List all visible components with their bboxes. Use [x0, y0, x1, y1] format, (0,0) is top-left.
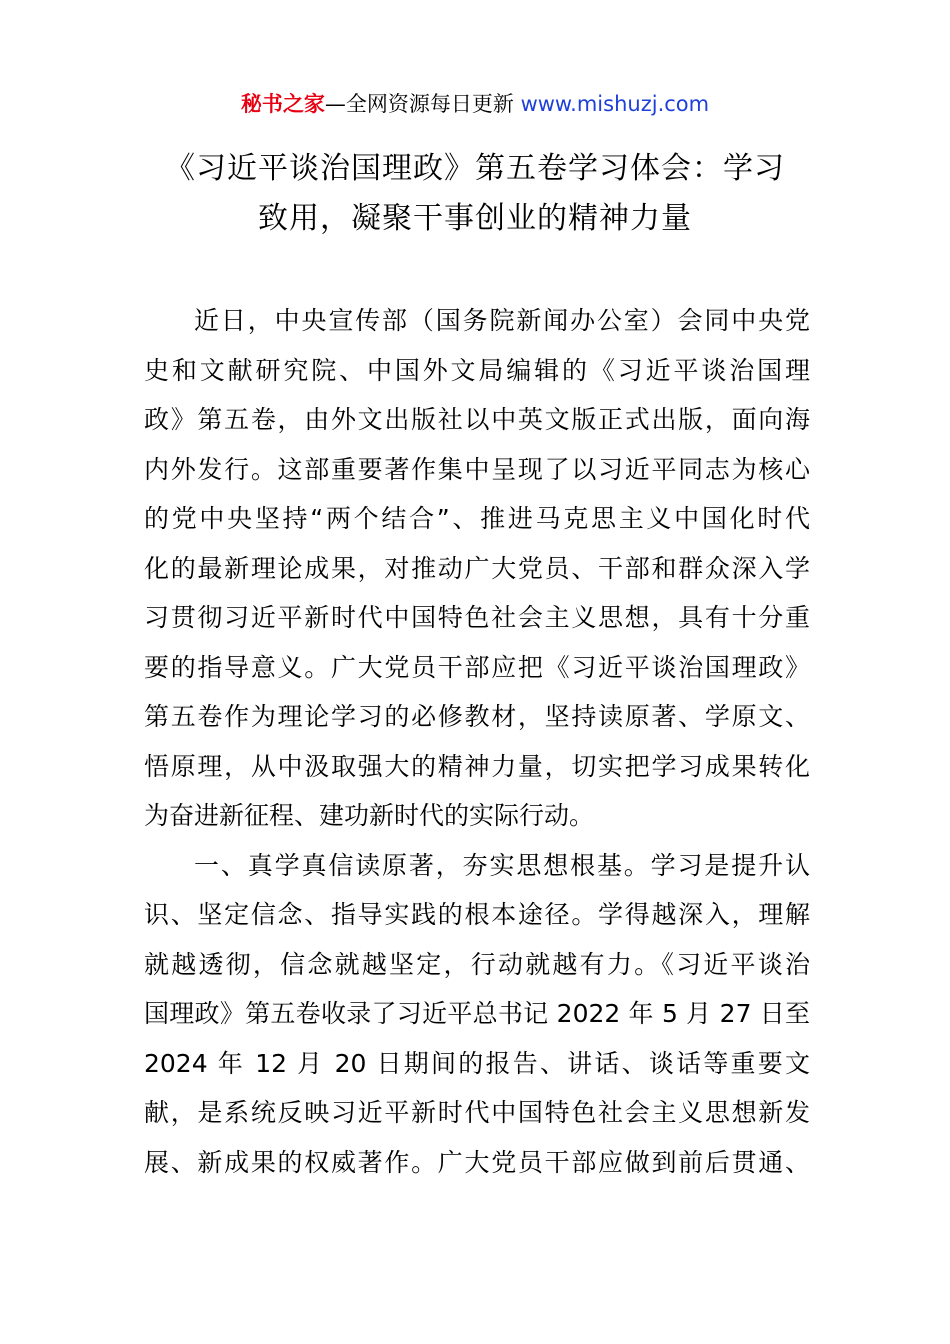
- text-line: 国理政》第五卷收录了习近平总书记 2022 年 5 月 27 日至: [144, 999, 810, 1028]
- text-line: 一、真学真信读原著，夯实思想根基。学习是提升认: [194, 850, 810, 880]
- text-line: 习贯彻习近平新时代中国特色社会主义思想，具有十分重: [144, 603, 810, 632]
- text-line: 第五卷作为理论学习的必修教材，坚持读原著、学原文、: [144, 702, 810, 731]
- text-line: 为奋进新征程、建功新时代的实际行动。: [144, 801, 595, 830]
- text-line: 献，是系统反映习近平新时代中国特色社会主义思想新发: [144, 1098, 810, 1127]
- site-tagline: —全网资源每日更新: [324, 92, 514, 116]
- text-line: 展、新成果的权威著作。广大党员干部应做到前后贯通、: [144, 1147, 810, 1177]
- site-url-link[interactable]: www.mishuzj.com: [513, 92, 710, 116]
- title-line: 致用，凝聚干事创业的精神力量: [258, 201, 692, 236]
- site-header: [0, 88, 950, 120]
- text-line: 化的最新理论成果，对推动广大党员、干部和群众深入学: [144, 553, 810, 583]
- paragraph-section-one: [144, 841, 810, 1188]
- text-line: 史和文献研究院、中国外文局编辑的《习近平谈治国理: [144, 355, 810, 385]
- document-body: [144, 296, 810, 1187]
- document-title: [130, 144, 820, 244]
- paragraph-intro: [144, 296, 810, 841]
- text-line: 政》第五卷，由外文出版社以中英文版正式出版，面向海: [144, 405, 810, 434]
- text-line: 要的指导意义。广大党员干部应把《习近平谈治国理政》: [144, 652, 810, 682]
- text-line: 2024 年 12 月 20 日期间的报告、讲话、谈话等重要文: [144, 1048, 810, 1078]
- text-line: 识、坚定信念、指导实践的根本途径。学得越深入，理解: [144, 900, 810, 929]
- text-line: 的党中央坚持“两个结合”、推进马克思主义中国化时代: [144, 504, 810, 533]
- text-line: 近日，中央宣传部（国务院新闻办公室）会同中央党: [194, 306, 810, 335]
- site-brand: 秘书之家: [240, 92, 325, 116]
- text-line: 就越透彻，信念就越坚定，行动就越有力。《习近平谈治: [144, 949, 810, 979]
- text-line: 内外发行。这部重要著作集中呈现了以习近平同志为核心: [144, 454, 810, 484]
- title-line: 《习近平谈治国理政》第五卷学习体会：学习: [165, 151, 785, 186]
- text-line: 悟原理，从中汲取强大的精神力量，切实把学习成果转化: [144, 751, 810, 781]
